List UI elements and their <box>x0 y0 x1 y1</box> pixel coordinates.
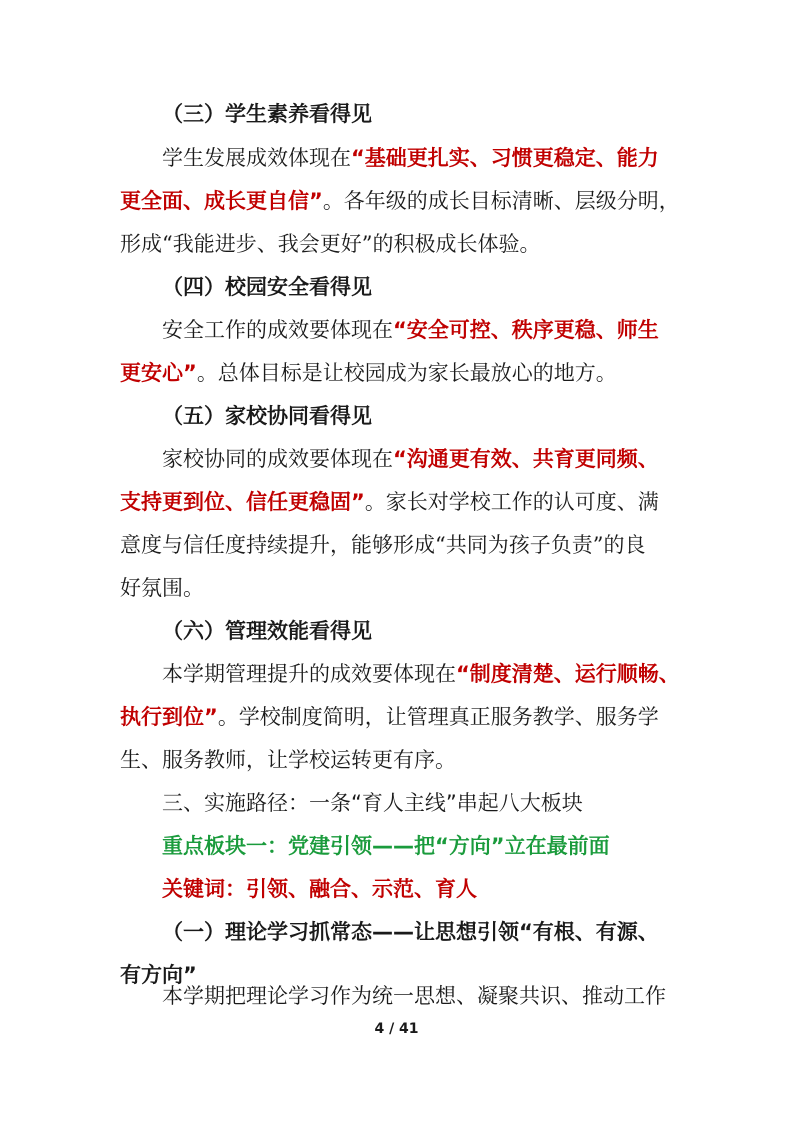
body-text: 。各年级的成长目标清晰、层级分明， <box>322 189 680 213</box>
paragraph-line <box>162 315 659 345</box>
highlight-text: “制度清楚、运行顺畅、 <box>456 662 680 686</box>
highlight-text: 更安心” <box>120 361 197 385</box>
paragraph-line <box>120 702 659 732</box>
paragraph-line: 本学期把理论学习作为统一思想、凝聚共识、推动工作 <box>162 984 666 1008</box>
highlight-text: “沟通更有效、共育更同频、 <box>393 447 659 471</box>
body-text: 本学期管理提升的成效要体现在 <box>162 662 456 686</box>
paragraph-line: 好氛围。 <box>120 576 204 600</box>
body-text: 学生发展成效体现在 <box>162 146 351 170</box>
paragraph-line <box>162 143 659 173</box>
section-heading-5: （五）家校协同看得见 <box>162 404 372 428</box>
highlight-text: “基础更扎实、习惯更稳定、能力 <box>351 146 659 170</box>
section-heading-3: （三）学生素养看得见 <box>162 102 372 126</box>
highlight-text: 更全面、成长更自信” <box>120 189 323 213</box>
highlight-text: 支持更到位、信任更稳固” <box>120 490 365 514</box>
page-number: 4 / 41 <box>374 1021 419 1037</box>
section-heading-6: （六）管理效能看得见 <box>162 619 372 643</box>
paragraph-line <box>120 487 659 517</box>
paragraph-line <box>162 444 659 474</box>
paragraph-line: 生、服务教师，让学校运转更有序。 <box>120 748 456 772</box>
paragraph-line: 形成“我能进步、我会更好”的积极成长体验。 <box>120 232 541 256</box>
body-text: 安全工作的成效要体现在 <box>162 318 393 342</box>
green-subheading: 重点板块一：党建引领——把“方向”立在最前面 <box>162 834 610 858</box>
subsection-heading: （一）理论学习抓常态——让思想引领“有根、有源、 <box>162 920 659 944</box>
paragraph-line: 意度与信任度持续提升，能够形成“共同为孩子负责”的良 <box>120 533 646 557</box>
subsection-heading-cont: 有方向” <box>120 963 197 987</box>
body-text: 。家长对学校工作的认可度、满 <box>364 490 659 514</box>
highlight-text: “安全可控、秩序更稳、师生 <box>393 318 659 342</box>
section-heading-4: （四）校园安全看得见 <box>162 275 372 299</box>
paragraph-line <box>162 659 680 689</box>
body-text: 家校协同的成效要体现在 <box>162 447 393 471</box>
paragraph-line <box>120 358 617 388</box>
highlight-text: 执行到位” <box>120 705 218 729</box>
keywords-line: 关键词：引领、融合、示范、育人 <box>162 877 477 901</box>
body-text: 。总体目标是让校园成为家长最放心的地方。 <box>196 361 617 385</box>
body-text: 。学校制度简明，让管理真正服务教学、服务学 <box>217 705 659 729</box>
part-heading: 三、实施路径：一条“育人主线”串起八大板块 <box>162 791 583 815</box>
paragraph-line <box>120 186 680 216</box>
